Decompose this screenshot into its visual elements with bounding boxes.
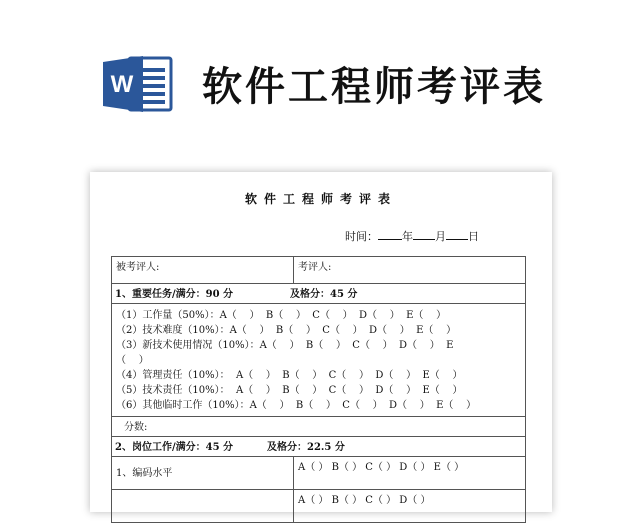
rating-item[interactable]: （2）技术难度（10%）：A（ ） B（ ） C（ ） D（ ） E（ ）: [116, 325, 457, 336]
word-logo-letter: W: [110, 71, 134, 98]
coding-row: [112, 457, 525, 490]
page-title: 软件工程师考评表: [202, 64, 546, 110]
year-blank[interactable]: [378, 230, 402, 240]
section-2-header: [112, 437, 525, 457]
document-title: 软件工程师考评表: [244, 192, 397, 206]
year-label: 年: [402, 230, 413, 243]
header: [0, 0, 640, 170]
rating-item[interactable]: （5）技术责任（10%）： A（ ） B（ ） C（ ） D（ ） E（ ）: [116, 385, 463, 396]
rating-item[interactable]: （4）管理责任（10%）： A（ ） B（ ） C（ ） D（ ） E（ ）: [116, 370, 463, 381]
month-label: 月: [435, 230, 446, 243]
word-logo-icon: [103, 54, 173, 114]
section-2-pass: 及格分：22.5 分: [267, 442, 345, 453]
score-label: 分数:: [124, 422, 148, 433]
rating-item[interactable]: （6）其他临时工作（10%）：A（ ） B（ ） C（ ） D（ ） E（ ）: [116, 400, 477, 411]
date-label: 时间：: [345, 230, 378, 243]
evaluator-label: 考评人:: [298, 262, 332, 273]
next-label-cell: [112, 490, 294, 522]
date-line: [345, 228, 479, 244]
month-blank[interactable]: [413, 230, 435, 240]
rating-item[interactable]: （ ）: [116, 355, 149, 366]
evaluation-form: [111, 256, 526, 523]
person-row: [112, 257, 525, 284]
rating-item[interactable]: （1）工作量（50%）：A（ ） B（ ） C（ ） D（ ） E（ ）: [116, 310, 447, 321]
section-1-items: [112, 304, 525, 417]
coding-label: 1、编码水平: [116, 467, 173, 479]
day-label: 日: [468, 230, 479, 243]
next-options[interactable]: A（ ） B（ ） C（ ） D（ ）: [298, 495, 431, 506]
coding-label-cell: [112, 457, 294, 489]
score-row[interactable]: [112, 417, 525, 437]
next-row: [112, 490, 525, 523]
coding-options[interactable]: A（ ） B（ ） C（ ） D（ ） E（ ）: [298, 462, 465, 473]
rating-item[interactable]: （3）新技术使用情况（10%）：A（ ） B（ ） C（ ） D（ ） E: [116, 340, 454, 351]
day-blank[interactable]: [446, 230, 468, 240]
section-1-pass: 及格分：45 分: [290, 289, 358, 300]
evaluator-cell[interactable]: [294, 257, 525, 283]
section-1-title: 1、重要任务/满分：90 分: [115, 289, 234, 300]
section-1-header: [112, 284, 525, 304]
section-2-title: 2、岗位工作/满分：45 分: [115, 442, 234, 453]
document-sheet: [90, 172, 552, 512]
evaluatee-label: 被考评人:: [116, 262, 160, 273]
evaluatee-cell[interactable]: [112, 257, 294, 283]
